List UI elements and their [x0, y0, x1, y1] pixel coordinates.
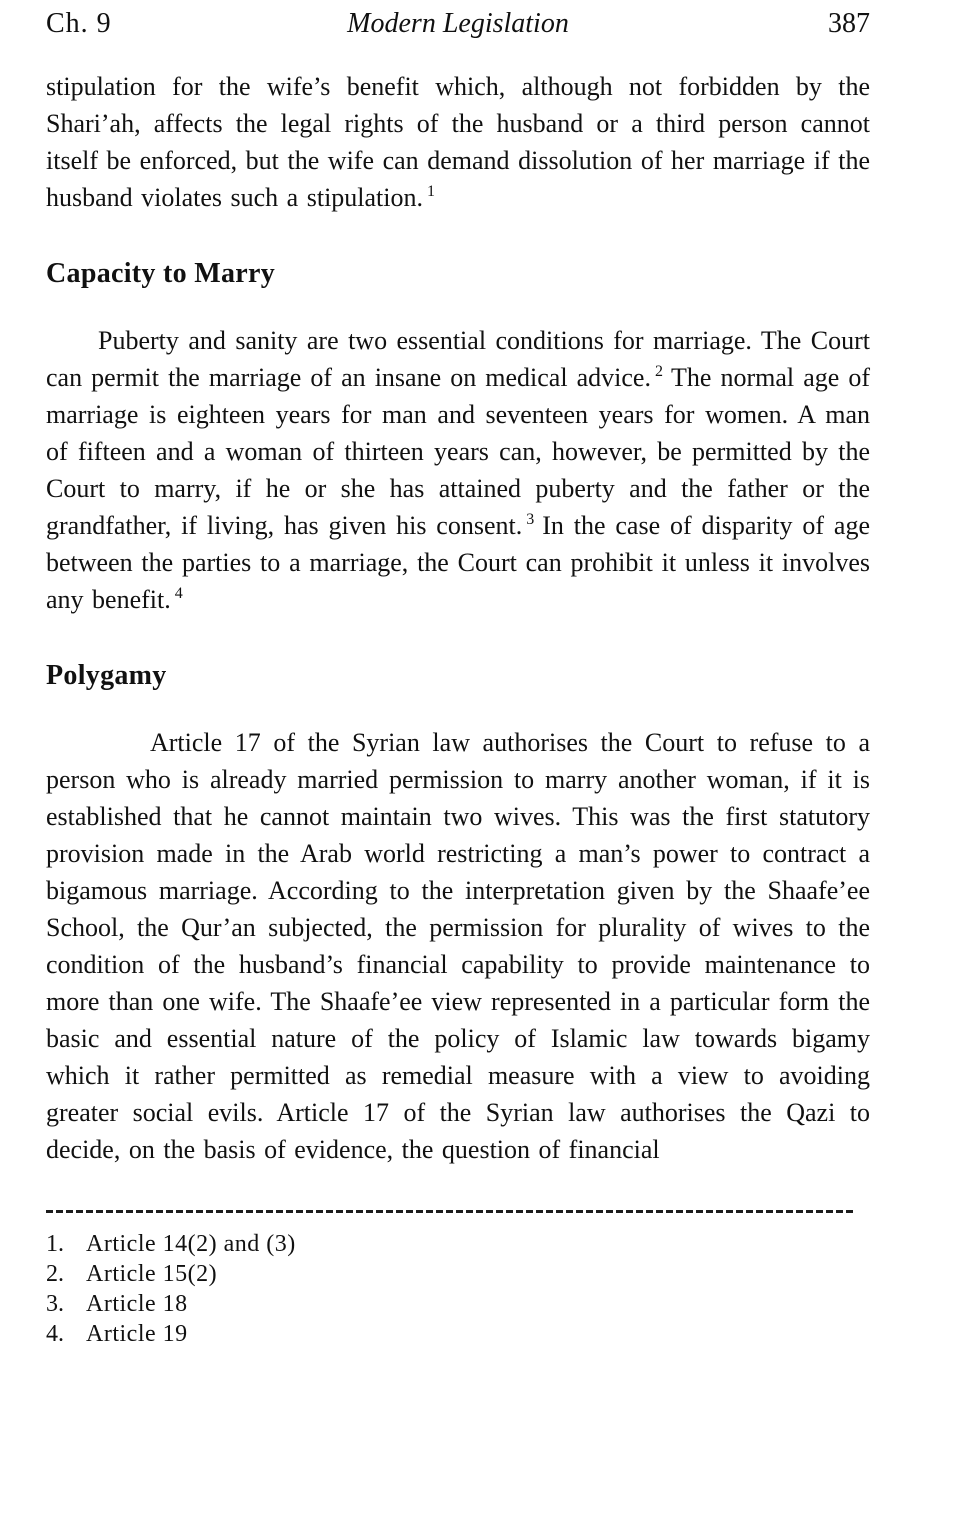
footnote-ref-4: 4	[174, 585, 183, 603]
footnote-number: 2.	[46, 1261, 64, 1287]
footnote-text: Article 15(2)	[86, 1261, 218, 1287]
footnote-text: Article 14(2) and (3)	[86, 1231, 296, 1257]
footnote-item	[46, 1319, 870, 1349]
footnotes-section	[46, 1210, 870, 1349]
footnote-ref-1: 1	[427, 183, 436, 201]
footnote-item	[46, 1229, 870, 1259]
footnote-number: 4.	[46, 1321, 64, 1347]
footnote-text: Article 19	[86, 1321, 188, 1347]
chapter-label: Ch. 9	[46, 8, 112, 39]
footnote-ref-3: 3	[526, 511, 535, 529]
footnote-divider	[46, 1210, 856, 1213]
capacity-paragraph	[46, 322, 870, 618]
footnote-ref-2: 2	[654, 363, 663, 381]
polygamy-paragraph	[46, 724, 870, 1168]
paragraph-text: The normal age of marriage is eighteen years for man and seventeen years for women. A man of fifteen and a woman of thirteen years can, however, be permitted by the Court to marry, if he or she has attained puberty and the father or the grandfather, if living, has given his consent.	[46, 363, 870, 540]
footnote-number: 3.	[46, 1291, 64, 1317]
running-title: Modern Legislation	[347, 8, 569, 39]
section-heading-capacity-to-marry: Capacity to Marry	[46, 258, 276, 289]
paragraph-text: In the case of disparity of age between the parties to a marriage, the Court can prohibit it unless it involves any benefit.	[46, 511, 870, 614]
footnote-number: 1.	[46, 1231, 64, 1257]
footnote-text: Article 18	[86, 1291, 188, 1317]
intro-paragraph	[46, 68, 870, 216]
paragraph-text: Article 17 of the Syrian law authorises the Court to refuse to a person who is already married permission to marry another woman, if it is established that he cannot maintain two wives. This was the first statutory provision made in the Arab world restricting a man’s power to contract a bigamous marriage. According to the interpretation given by the Shaafe’ee School, the Qur’an subjected, the permission for plurality of wives to the condition of the husband’s financial capability to provide maintenance to more than one wife. The Shaafe’ee view represented in a particular form the basic and essential nature of the policy of Islamic law towards bigamy which it rather permitted as remedial measure with a view to avoiding greater social evils. Article 17 of the Syrian law authorises the Qazi to decide, on the basis of evidence, the question of financial	[46, 728, 870, 1164]
paragraph-text: stipulation for the wife’s benefit which, although not forbidden by the Shari’ah, affects the legal rights of the husband or a third person cannot itself be enforced, but the wife can demand dissolution of her marriage if the husband violates such a stipulation.	[46, 72, 870, 212]
footnote-item	[46, 1259, 870, 1289]
footnote-item	[46, 1289, 870, 1319]
page-header	[46, 8, 870, 40]
paragraph-text: Puberty and sanity are two essential conditions for marriage. The Court can permit the marriage of an insane on medical advice.	[46, 326, 870, 392]
section-heading-polygamy: Polygamy	[46, 660, 167, 691]
page-number: 387	[828, 8, 871, 39]
